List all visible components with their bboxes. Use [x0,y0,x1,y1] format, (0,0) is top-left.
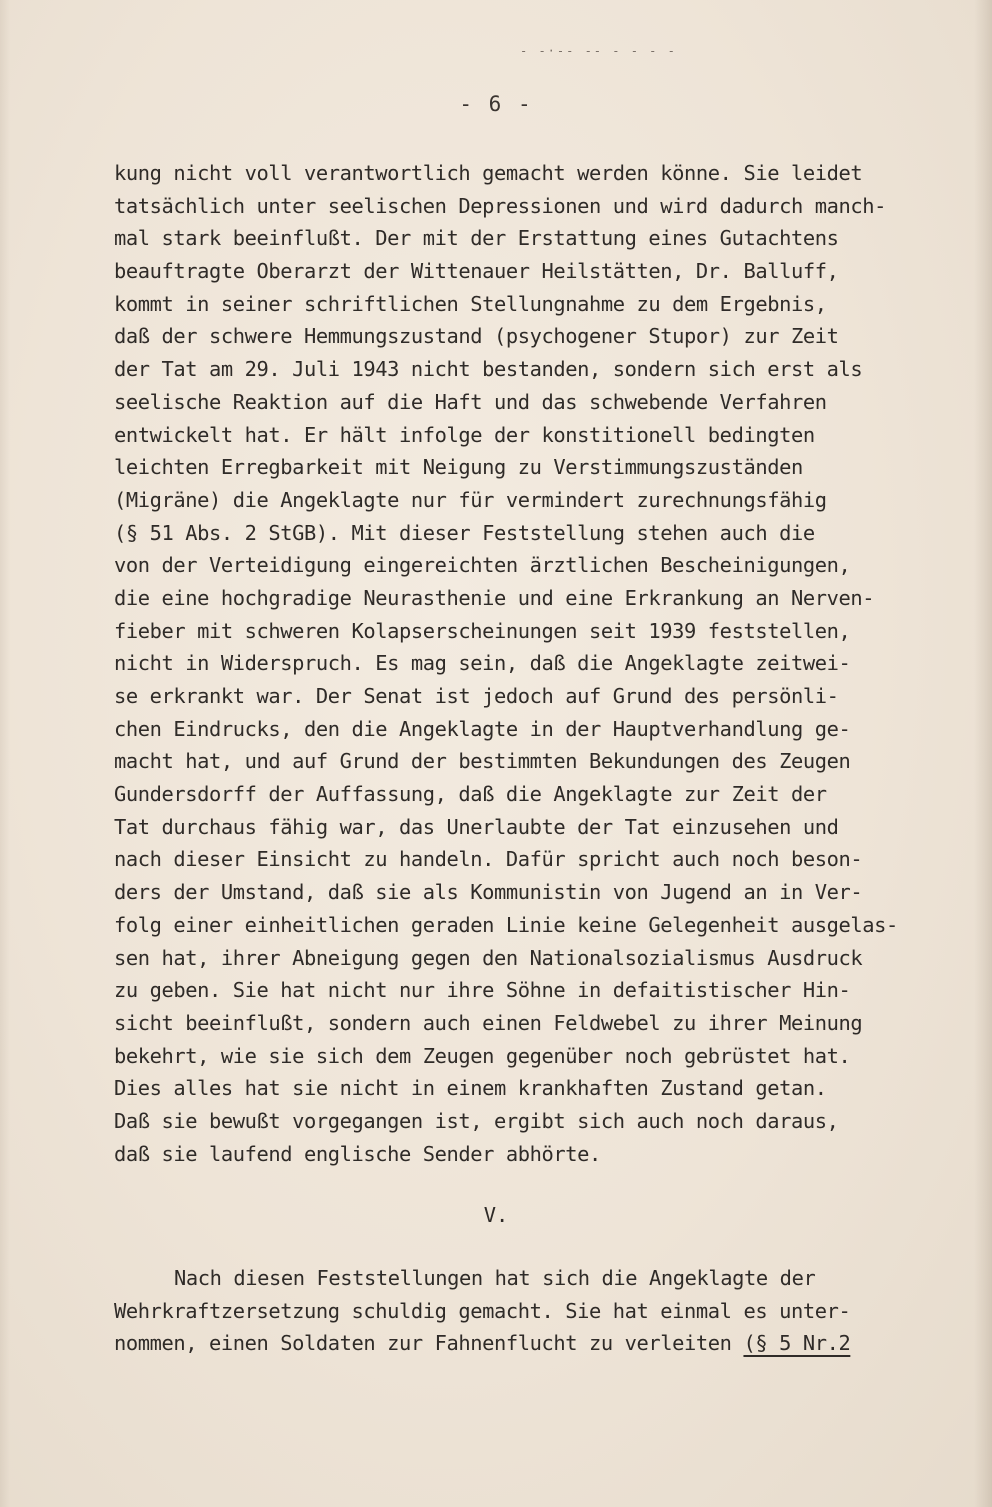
text-line: (§ 51 Abs. 2 StGB). Mit dieser Feststellung stehen auch die [114,520,815,545]
text-line: von der Verteidigung eingereichten ärztlichen Bescheinigungen, [114,553,851,578]
text-line: sicht beeinflußt, sondern auch einen Feldwebel zu ihrer Meinung [114,1010,863,1035]
text-line: se erkrankt war. Der Senat ist jedoch auf Grund des persönli- [114,684,839,708]
text-line: sen hat, ihrer Abneigung gegen den Nationalsozialismus Ausdruck [114,945,863,970]
text-line: beauftragte Oberarzt der Wittenauer Heilstätten, Dr. Balluff, [114,259,839,284]
text-line: fieber mit schweren Kolapserscheinungen seit 1939 feststellen, [114,618,851,643]
text-line: nicht in Widerspruch. Es mag sein, daß die Angeklagte zeitwei- [114,651,851,676]
page-number: - 6 - [459,92,533,116]
text-line: entwickelt hat. Er hält infolge der konstitionell bedingten [114,422,815,447]
text-line: bekehrt, wie sie sich dem Zeugen gegenüber noch gebrüstet hat. [114,1043,851,1068]
text-line: kung nicht voll verantwortlich gemacht werden könne. Sie leidet [114,161,863,185]
legal-citation: (§ 5 Nr.2 [743,1331,851,1356]
text-line: folg einer einheitlichen geraden Linie keine Gelegenheit ausgelas- [114,912,898,937]
text-line: seelische Reaktion auf die Haft und das schwebende Verfahren [114,389,827,414]
text-line: daß der schwere Hemmungszustand (psychogener Stupor) zur Zeit [114,324,839,349]
text-line: nach dieser Einsicht zu handeln. Dafür spricht auch noch beson- [114,847,863,872]
text-line: Tat durchaus fähig war, das Unerlaubte der Tat einzusehen und [114,814,839,839]
text-line-last [114,1327,964,1360]
text-line: Daß sie bewußt vorgegangen ist, ergibt sich auch noch daraus, [114,1108,839,1133]
text-line: (Migräne) die Angeklagte nur für vermindert zurechnungsfähig [114,487,827,512]
page-edge-shadow-right [974,0,992,1507]
text-line: macht hat, und auf Grund der bestimmten Bekundungen des Zeugen [114,749,851,774]
text-line: chen Eindrucks, den die Angeklagte in der Hauptverhandlung ge- [114,716,851,741]
text-line-body: nommen, einen Soldaten zur Fahnenflucht zu verleiten [114,1331,744,1356]
paragraph-main [114,157,964,1170]
text-line: Wehrkraftzersetzung schuldig gemacht. Sie hat einmal es unter- [114,1298,851,1323]
text-line: tatsächlich unter seelischen Depressionen und wird dadurch manch- [114,193,886,218]
top-stray-marks: - -·-- -- - - - - [520,44,677,58]
paragraph-second [114,1262,964,1360]
text-line: Gundersdorff der Auffassung, daß die Angeklagte zur Zeit der [114,782,827,807]
text-line: Dies alles hat sie nicht in einem krankhaften Zustand getan. [114,1076,827,1101]
page-edge-shadow-left [0,0,10,1507]
text-line: leichten Erregbarkeit mit Neigung zu Verstimmungszuständen [114,455,803,480]
text-line: Nach diesen Feststellungen hat sich die Angeklagte der [174,1266,816,1290]
text-line: zu geben. Sie hat nicht nur ihre Söhne in defaitistischer Hin- [114,978,851,1003]
text-line: der Tat am 29. Juli 1943 nicht bestanden, sondern sich erst als [114,357,863,382]
text-line: kommt in seiner schriftlichen Stellungnahme zu dem Ergebnis, [114,291,827,316]
text-line: die eine hochgradige Neurasthenie und eine Erkrankung an Nerven- [114,585,875,610]
text-line: mal stark beeinflußt. Der mit der Erstattung eines Gutachtens [114,226,839,251]
section-heading: V. [483,1203,509,1227]
text-line: daß sie laufend englische Sender abhörte. [114,1141,601,1166]
text-line: ders der Umstand, daß sie als Kommunistin von Jugend an in Ver- [114,880,863,905]
